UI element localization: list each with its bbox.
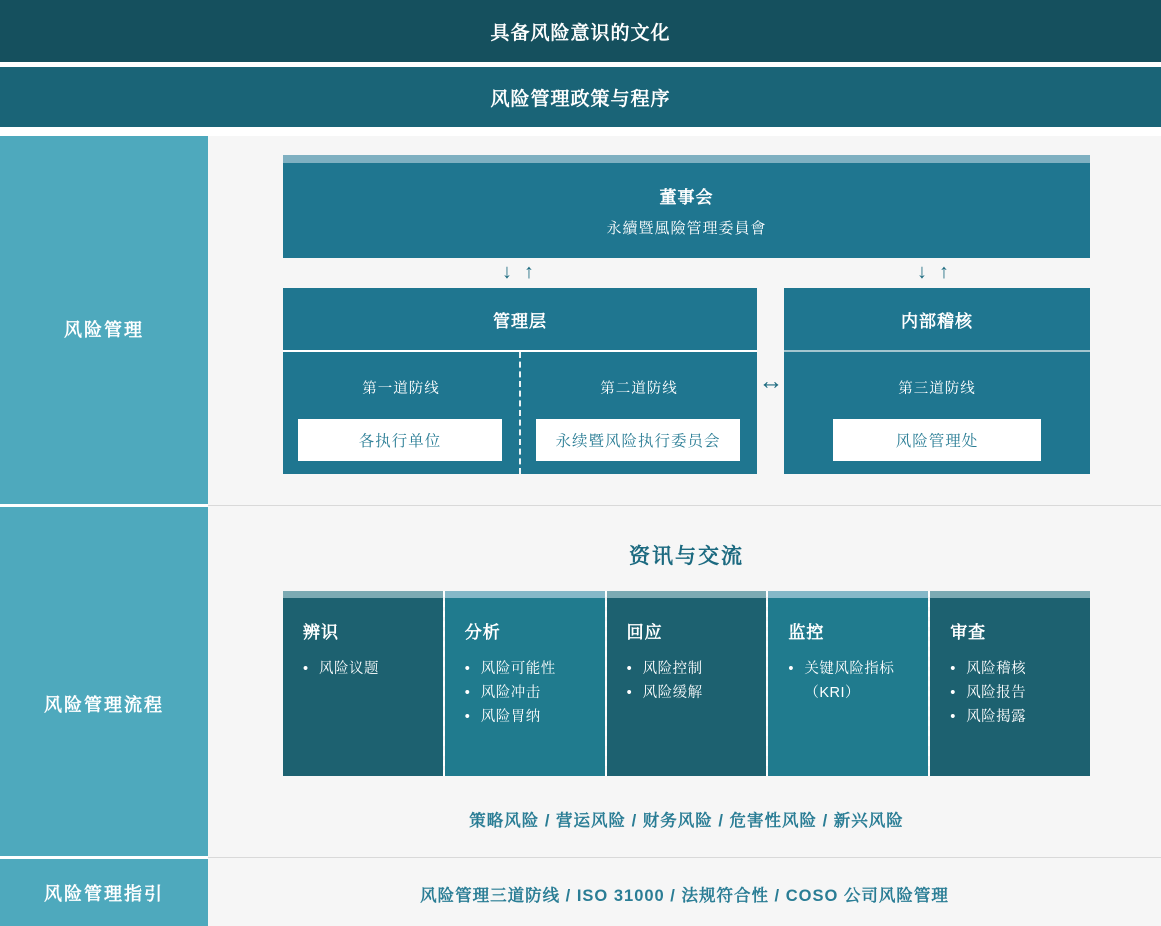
process-item: • 关键风险指标（KRI）	[788, 657, 918, 705]
process-item: • 风险报告	[950, 681, 1080, 705]
banner-policy-procedures	[0, 67, 1161, 127]
column-accent-strip	[930, 591, 1090, 598]
column-header: 分析	[464, 623, 501, 642]
board-audit-arrows	[898, 258, 968, 286]
arrow-down-icon: ↓	[502, 260, 512, 283]
third-line-label: 第三道防线	[898, 381, 976, 397]
first-line-label: 第一道防线	[362, 381, 440, 397]
column-header: 监控	[788, 623, 825, 642]
column-header: 辨识	[303, 623, 339, 642]
process-column-respond	[605, 591, 767, 776]
banner-policy-procedures-label: 风险管理政策与程序	[490, 88, 671, 110]
process-item: • 风险胃纳	[465, 705, 595, 729]
process-item: • 风险控制	[627, 657, 757, 681]
column-item-list	[465, 657, 595, 729]
sidebar-section-risk-management	[0, 136, 208, 504]
first-line-unit-box: 各执行单位	[298, 419, 502, 461]
internal-audit-title: 内部稽核	[901, 311, 973, 331]
process-title: 资讯与交流	[629, 545, 744, 568]
third-line-unit-box: 风险管理处	[833, 419, 1041, 461]
arrow-down-icon: ↓	[917, 260, 927, 283]
column-accent-strip	[283, 591, 443, 598]
internal-audit-panel	[784, 288, 1090, 474]
board-box	[283, 163, 1090, 258]
third-line-of-defense	[784, 352, 1090, 474]
arrow-up-icon: ↑	[939, 260, 949, 283]
arrow-up-icon: ↑	[524, 260, 534, 283]
first-line-of-defense	[283, 352, 519, 474]
sidebar-section-risk-guidelines	[0, 859, 208, 926]
process-item: • 风险冲击	[465, 681, 595, 705]
banner-risk-culture	[0, 0, 1161, 62]
column-header: 审查	[950, 623, 987, 642]
board-box-accent-strip	[283, 155, 1090, 163]
management-audit-doublearrow-icon: ↔	[758, 366, 784, 395]
column-item-list	[950, 657, 1080, 729]
management-panel-title: 管理层	[493, 311, 547, 331]
process-column-monitor	[766, 591, 928, 776]
section-divider	[208, 505, 1161, 506]
column-item-list	[303, 657, 433, 681]
column-accent-strip	[768, 591, 928, 598]
board-management-arrows	[483, 258, 553, 286]
column-accent-strip	[445, 591, 605, 598]
sidebar-label-risk-guidelines: 风险管理指引	[44, 883, 164, 904]
process-item: • 风险议题	[303, 657, 433, 681]
risk-types-line: 策略风险 / 营运风险 / 财务风险 / 危害性风险 / 新兴风险	[469, 812, 904, 830]
process-item: • 风险可能性	[465, 657, 595, 681]
sidebar-section-risk-process	[0, 507, 208, 856]
column-header: 回应	[626, 623, 663, 642]
process-column-identify	[283, 591, 443, 776]
column-accent-strip	[607, 591, 767, 598]
second-line-of-defense	[519, 352, 757, 474]
section-divider	[208, 857, 1161, 858]
board-subtitle: 永續暨風險管理委員會	[606, 220, 767, 237]
guidelines-text: 风险管理三道防线 / ISO 31000 / 法规符合性 / COSO 公司风险管理	[420, 887, 949, 905]
process-columns	[283, 591, 1090, 776]
board-title: 董事会	[659, 188, 714, 207]
process-item: • 风险稽核	[950, 657, 1080, 681]
process-column-review	[928, 591, 1090, 776]
process-item: • 风险缓解	[627, 681, 757, 705]
column-item-list	[627, 657, 757, 705]
banner-risk-culture-label: 具备风险意识的文化	[490, 22, 671, 44]
management-panel	[283, 288, 757, 474]
second-line-unit-box: 永续暨风险执行委员会	[536, 419, 740, 461]
process-column-analyze	[443, 591, 605, 776]
second-line-label: 第二道防线	[600, 381, 678, 397]
sidebar-label-risk-process: 风险管理流程	[44, 694, 164, 715]
sidebar-label-risk-management: 风险管理	[64, 320, 144, 340]
process-item: • 风险揭露	[950, 705, 1080, 729]
column-item-list	[788, 657, 918, 705]
